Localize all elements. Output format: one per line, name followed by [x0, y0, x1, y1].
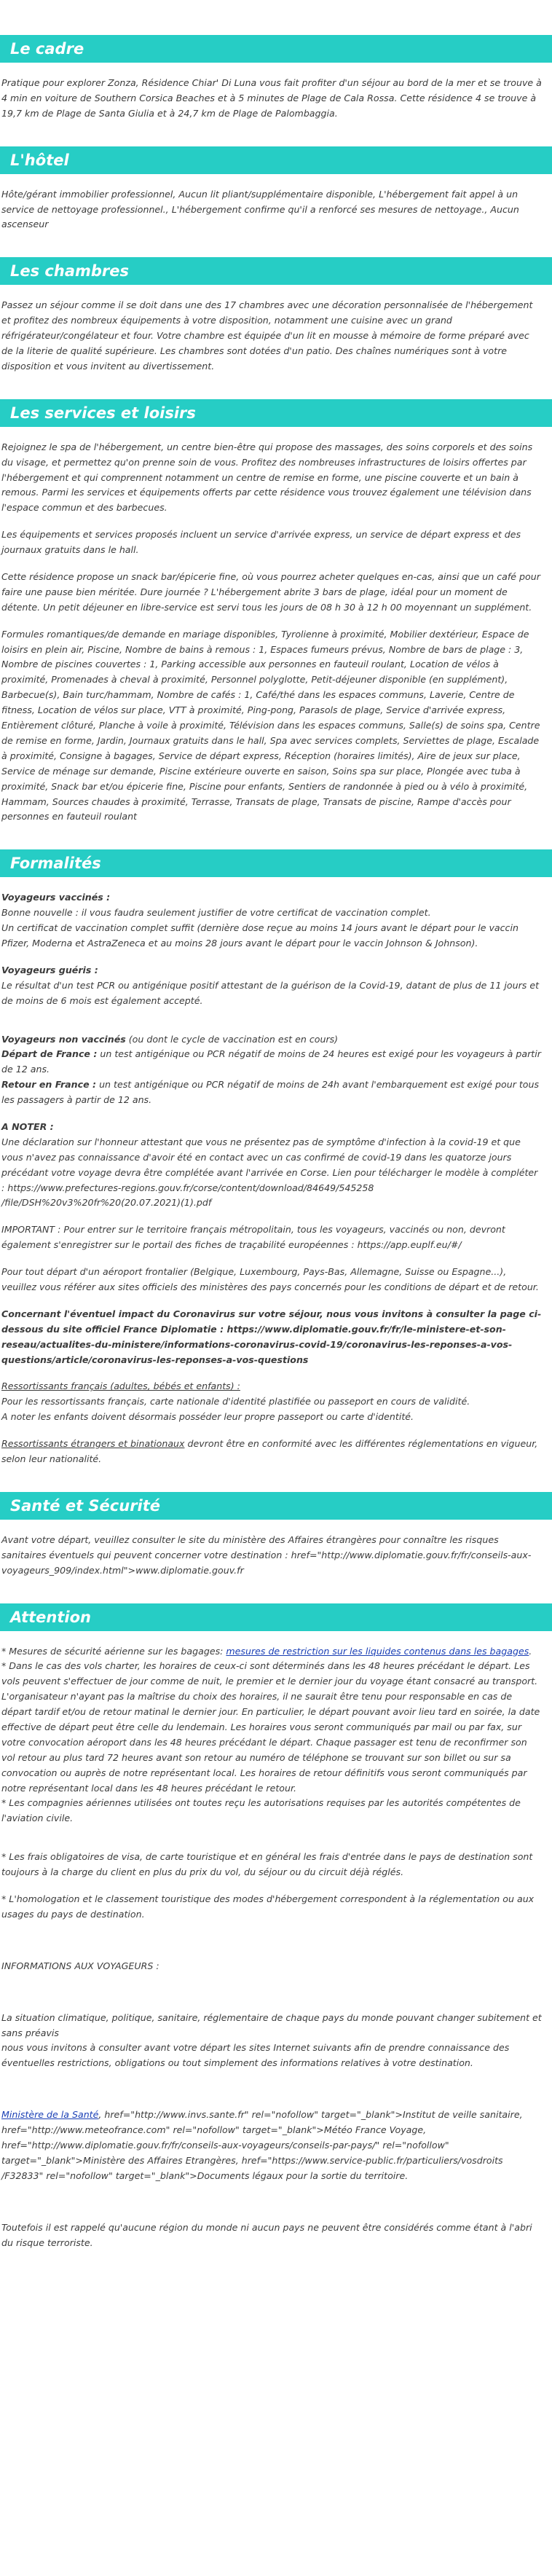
coronavirus-notice: Concernant l'éventuel impact du Coronavirus sur votre séjour, nous vous invitons à consulter la page ci-dessous du site officiel France Diplomatie : https://www.diplomatie.gouv.fr/fr/le-ministere-et-son-reseau/actualites-du-ministere/informations-coronavirus-covid-19/coronavirus-les-reponses-a-vos-questions/article/coronavirus-les-reponses-a-vos-questions [1, 1308, 542, 1365]
section-title: Formalités [10, 855, 101, 873]
section-header [0, 849, 552, 877]
ministry-health-link[interactable]: Ministère de la Santé [1, 2109, 99, 2121]
section-attention [0, 1603, 552, 2251]
section-title: Santé et Sécurité [10, 1496, 161, 1515]
visa-fees-text: * Les frais obligatoires de visa, de carte touristique et en général les frais d'entrée dans le pays de destination sont toujours à la charge du client en plus du prix du vol, du séjour ou du circuit déjà réglés. [1, 1851, 533, 1878]
section-formalites [0, 849, 552, 1467]
services-paragraph: Rejoignez le spa de l'hébergement, un centre bien-être qui propose des massages, des soins corporels et des soins du visage, et permettez qu'on prenne soin de vous. Profitez des nombreuses infrastructures de loisirs offertes par l'hébergement et qui comprennent notamment un centre de remise en forme, une piscine couverte et un bain à remous. Parmi les services et équipements offerts par cette résidence vous trouvez également une télévision dans l'espace commun et des barbecues. [1, 441, 533, 514]
sites-text: , href="http://www.invs.sante.fr" rel="nofollow" target="_blank">Institut de veille sanitaire, href="http://www.meteofrance.com" rel="nofollow" target="_blank">Météo France Voyage, href="http://www.diplomatie.gouv.fr/fr/conseils-aux-voyageurs/conseils-par-pays/" rel="nofollow" target="_blank">Ministère des Affaires Etrangères, href="https://www.service-public.fr/particuliers/vosdroits /F32833" rel="nofollow" target="_blank">Documents légaux pour la sortie du territoire. [1, 2109, 523, 2181]
services-paragraph: Cette résidence propose un snack bar/épicerie fine, où vous pourrez acheter quelques en-cas, ainsi que un café pour faire une pause bien méritée. Dure journée ? L'hébergement abrite 3 bars de plage, idéal pour un moment de détente. Un petit déjeuner en libre-service est servi tous les jours de 08 h 30 à 12 h 00 moyennant un supplément. [1, 571, 540, 613]
section-title: Les services et loisirs [10, 404, 196, 422]
note-text: Une déclaration sur l'honneur attestant que vous ne présentez pas de symptôme d'infection à la covid-19 et que vous n'avez pas connaissance d'avoir été en contact avec un cas confirmé de covid-19 dans les quatorze jours précédant votre voyage devra être complétée avant l'arrivée en Corse. Lien pour télécharger le modèle à compléter : https://www.prefectures-regions.gouv.fr/corse/content/download/84649/545258 /file/DSH%20v3%20fr%20(20.07.2021)(1).pdf [1, 1136, 538, 1209]
vaccinated-line: Un certificat de vaccination complet suffit (dernière dose reçue au moins 14 jours avant le départ pour le vaccin Pfizer, Moderna et AstraZeneca et au moins 28 jours avant le départ pour le vaccin Johnson & Johnson). [1, 922, 519, 949]
section-header [0, 146, 552, 174]
travellers-info-title: INFORMATIONS AUX VOYAGEURS : [1, 1960, 159, 1971]
recovered-text: Le résultat d'un test PCR ou antigénique positif attestant de la guérison de la Covid-19, datant de plus de 11 jours et de moins de 6 mois est également accepté. [1, 979, 540, 1006]
french-nationals-line: A noter les enfants doivent désormais posséder leur propre passeport ou carte d'identité. [1, 1411, 414, 1423]
section-chambres [0, 257, 552, 374]
sante-text: Avant votre départ, veuillez consulter le site du ministère des Affaires étrangères pour connaître les risques sanitaires éventuels qui peuvent concerner votre destination : href="http://www.diplomatie.gouv.fr/fr/conseils-aux-voyageurs_909/index.html">www.diplomatie.gouv.fr [1, 1534, 532, 1576]
services-amenities-list: Formules romantiques/de demande en mariage disponibles, Tyrolienne à proximité, Mobilier dextérieur, Espace de loisirs en plein air, Piscine, Nombre de bains à remous : 1, Espaces fumeurs prévus, Nombre de bars de plage : 3, Nombre de piscines couvertes : 1, Parking accessible aux personnes en fauteuil roulant, Location de vélos à proximité, Promenades à cheval à proximité, Personnel polyglotte, Petit-déjeuner disponible (en supplément), Barbecue(s), Bain turc/hammam, Nombre de cafés : 1, Café/thé dans les espaces communs, Laverie, Centre de fitness, Location de vélos sur place, VTT à proximité, Ping-pong, Parasols de plage, Service d'arrivée express, Entièrement clôturé, Planche à voile à proximité, Télévision dans les espaces communs, Salle(s) de soins spa, Centre de remise en forme, Jardin, Journaux gratuits dans le hall, Spa avec services complets, Serviettes de plage, Escalade à proximité, Consigne à bagages, Service de départ express, Réception (horaires limités), Aire de jeux sur place, Service de ménage sur demande, Piscine extérieure ouverte en saison, Soins spa sur place, Plongée avec tuba à proximité, Snack bar et/ou épicerie fine, Piscine pour enfants, Sentiers de randonnée à pied ou à vélo à proximité, Hammam, Sources chaudes à proximité, Terrasse, Transats de plage, Transats de piscine, Rampe d'accès pour personnes en fauteuil roulant [1, 628, 540, 822]
situation-line: nous vous invitons à consulter avant votre départ les sites Internet suivants afin de prendre connaissance des éventuelles restrictions, obligations ou tout simplement des informations relatives à votre destination. [1, 2042, 510, 2069]
chambres-text: Passez un séjour comme il se doit dans une des 17 chambres avec une décoration personnalisée de l'hébergement et profitez des nombreux équipements à votre disposition, notamment une cuisine avec un grand réfrigérateur/congélateur et four. Votre chambre est équipée d'un lit en mousse à mémoire de forme préparé avec de la literie de qualité supérieure. Les chambres sont dotées d'un patio. Des chaînes numériques sont à votre disposition et vous invitent au divertissement. [1, 299, 533, 372]
vaccinated-label: Voyageurs vaccinés : [1, 892, 111, 903]
section-title: L'hôtel [10, 151, 69, 169]
departure-label: Départ de France : [1, 1048, 98, 1060]
foreign-nationals-label: Ressortissants étrangers et binationaux [1, 1438, 185, 1450]
french-nationals-label: Ressortissants français (adultes, bébés et enfants) : [1, 1381, 240, 1392]
charter-flights-text: * Dans le cas des vols charter, les horaires de ceux-ci sont déterminés dans les 48 heures précédant le départ. Les vols peuvent s'effectuer de jour comme de nuit, le premier et le dernier jour du voyage étant consacré au transport. L'organisateur n'ayant pas la maîtrise du choix des horaires, il ne saurait être tenu pour responsable en cas de départ tardif et/ou de retour matinal le dernier jour. En particulier, le départ pouvant avoir lieu tard en soirée, la date effective de départ peut être celle du lendemain. Les horaires vous seront communiqués par mail ou par fax, sur votre convocation aéroport dans les 48 heures précédant le départ. Chaque passager est tenu de reconfirmer son vol retour au plus tard 72 heures avant son retour au numéro de téléphone se trouvant sur son billet ou sur sa convocation ou auprès de notre représentant local. Les horaires de retour définitifs vous seront communiqués par notre représentant local dans les 48 heures précédant le retour. [1, 1660, 540, 1794]
airlines-text: * Les compagnies aériennes utilisées ont toutes reçu les autorisations requises par les autorités compétentes de l'aviation civile. [1, 1797, 521, 1824]
classification-text: * L'homologation et le classement touristique des modes d'hébergement correspondent à la réglementation ou aux usages du pays de destination. [1, 1893, 535, 1920]
border-airport-text: Pour tout départ d'un aéroport frontalier (Belgique, Luxembourg, Pays-Bas, Allemagne, Suisse ou Espagne...), veuillez vous référer aux sites officiels des ministères des pays concernés pour les conditions de départ et de retour. [1, 1266, 539, 1292]
section-header [0, 35, 552, 63]
baggage-line-end: . [529, 1645, 532, 1657]
section-services [0, 399, 552, 825]
french-nationals-line: Pour les ressortissants français, carte nationale d'identité plastifiée ou passeport en cours de validité. [1, 1396, 470, 1407]
services-paragraph: Les équipements et services proposés incluent un service d'arrivée express, un service de départ express et des journaux gratuits dans le hall. [1, 529, 521, 556]
terrorism-notice: Toutefois il est rappelé qu'aucune région du monde ni aucun pays ne peuvent être considérés comme étant à l'abri du risque terroriste. [1, 2221, 532, 2248]
hotel-text: Hôte/gérant immobilier professionnel, Aucun lit pliant/supplémentaire disponible, L'hébergement fait appel à un service de nettoyage professionnel., L'hébergement confirme qu'il a renforcé ses mesures de nettoyage., Aucun ascenseur [1, 188, 519, 230]
section-header [0, 399, 552, 427]
recovered-label: Voyageurs guéris : [1, 964, 98, 975]
liquids-restriction-link[interactable]: mesures de restriction sur les liquides contenus dans les bagages [226, 1645, 529, 1657]
section-title: Attention [10, 1608, 91, 1626]
unvaccinated-label: Voyageurs non vaccinés [1, 1033, 126, 1045]
vaccinated-line: Bonne nouvelle : il vous faudra seulement justifier de votre certificat de vaccination complet. [1, 907, 431, 919]
section-title: Les chambres [10, 262, 130, 280]
section-sante [0, 1492, 552, 1579]
important-text: IMPORTANT : Pour entrer sur le territoire français métropolitain, tous les voyageurs, vaccinés ou non, devront également s'enregistrer sur le portail des fiches de traçabilité européennes : https://app.euplf.eu/#/ [1, 1224, 505, 1251]
baggage-line: * Mesures de sécurité aérienne sur les bagages: [1, 1645, 226, 1657]
note-label: A NOTER : [1, 1120, 54, 1132]
section-header [0, 1492, 552, 1520]
departure-text: un test antigénique ou PCR négatif de moins de 24 heures est exigé pour les voyageurs à partir de 12 ans. [1, 1048, 541, 1075]
cadre-text: Pratique pour explorer Zonza, Résidence Chiar' Di Luna vous fait profiter d'un séjour au bord de la mer et se trouve à 4 min en voiture de Southern Corsica Beaches et à 5 minutes de Plage de Cala Rossa. Cette résidence 4 se trouve à 19,7 km de Plage de Santa Giulia et à 24,7 km de Plage de Palombaggia. [1, 77, 542, 119]
unvaccinated-note: (ou dont le cycle de vaccination est en cours) [125, 1033, 339, 1045]
section-cadre [0, 35, 552, 122]
section-title: Le cadre [10, 40, 84, 58]
return-text: un test antigénique ou PCR négatif de moins de 24h avant l'embarquement est exigé pour tous les passagers à partir de 12 ans. [1, 1079, 540, 1106]
section-header [0, 1603, 552, 1631]
return-label: Retour en France : [1, 1079, 97, 1091]
section-hotel [0, 146, 552, 233]
situation-line: La situation climatique, politique, sanitaire, réglementaire de chaque pays du monde pouvant changer subitement et sans préavis [1, 2011, 542, 2038]
section-header [0, 257, 552, 285]
foreign-nationals-text: devront être en conformité avec les différentes réglementations en vigueur, selon leur nationalité. [1, 1438, 538, 1464]
